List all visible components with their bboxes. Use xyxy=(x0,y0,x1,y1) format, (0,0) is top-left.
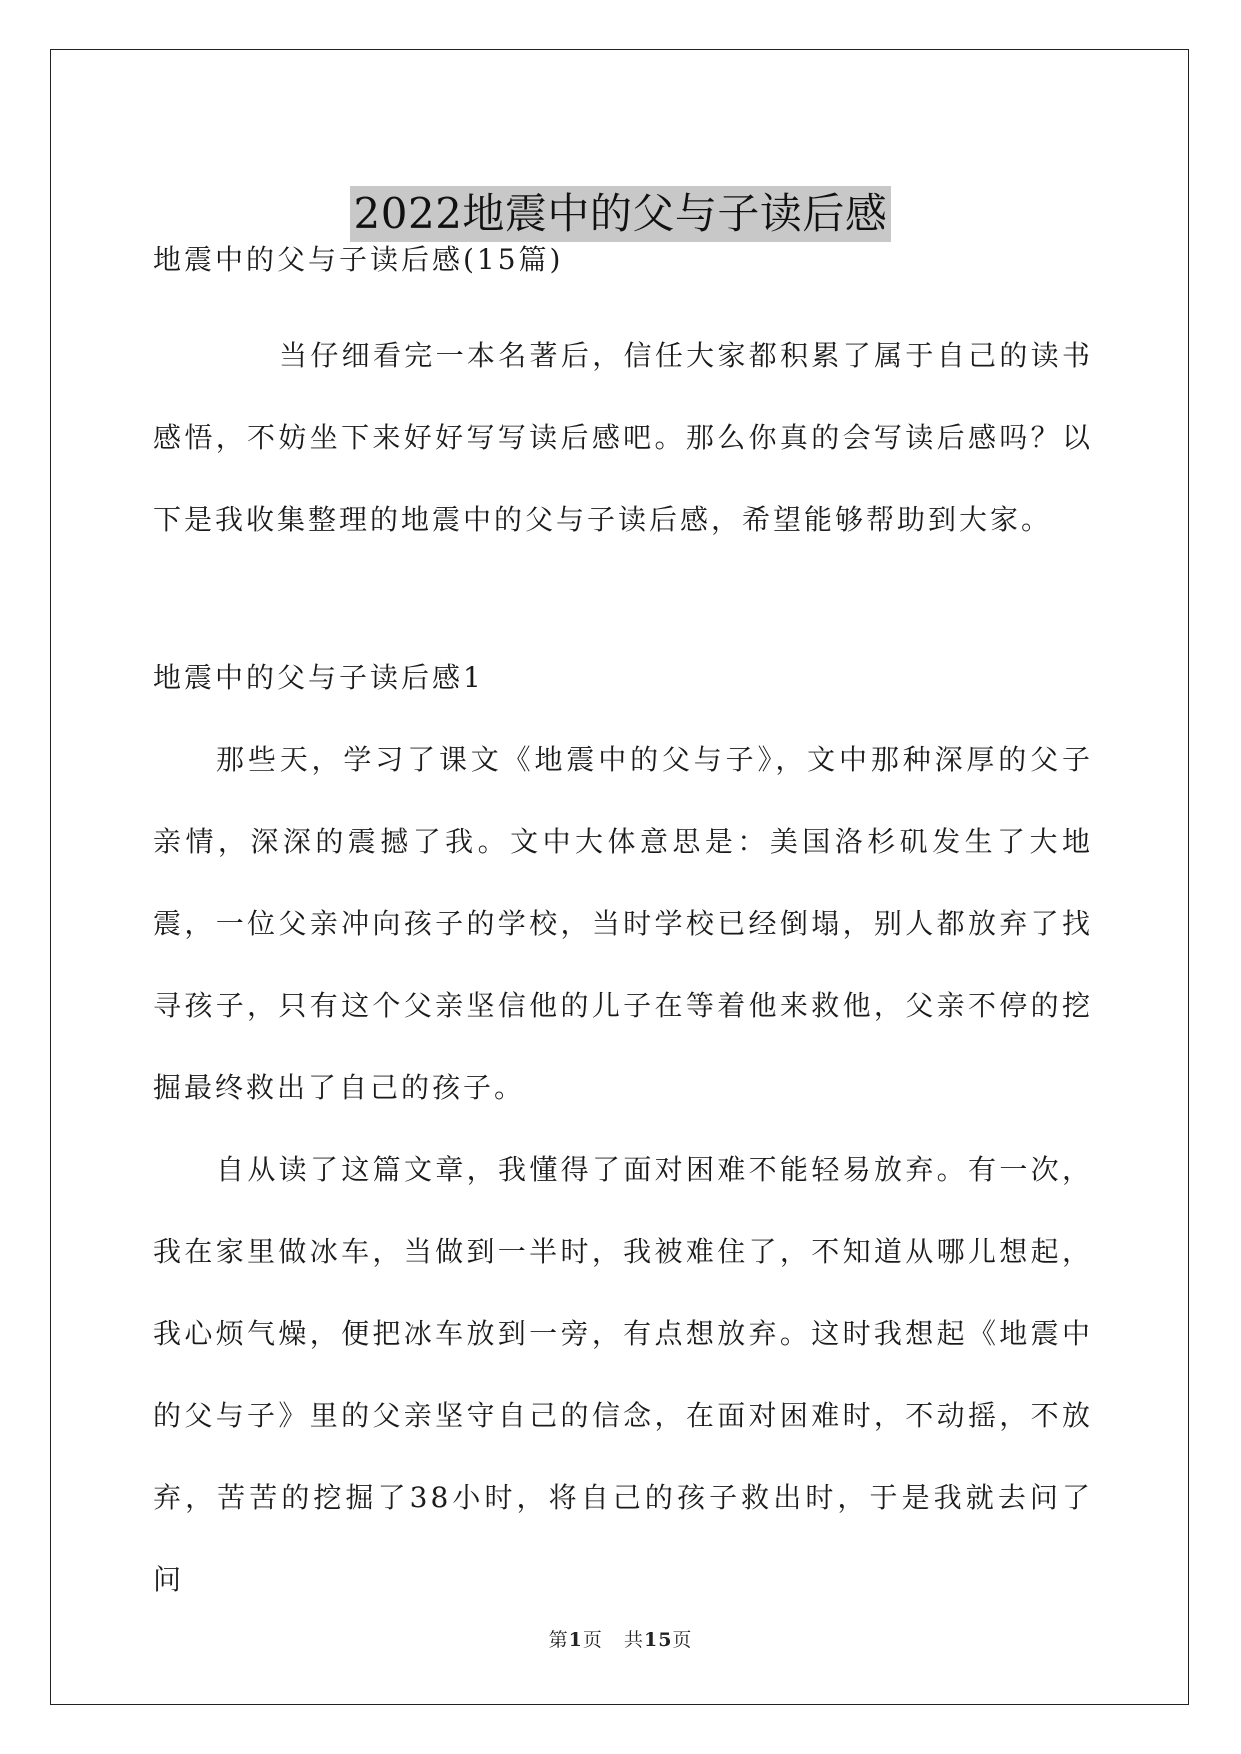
document-subtitle: 地震中的父与子读后感(15篇) xyxy=(153,243,564,276)
intro-paragraph: 当仔细看完一本名著后，信任大家都积累了属于自己的读书感悟，不妨坐下来好好写写读后感吧。那么你真的会写读后感吗？以下是我收集整理的地震中的父与子读后感，希望能够帮助到大家。 xyxy=(153,339,1093,536)
page-number-current: 1 xyxy=(568,1629,583,1651)
body-paragraph-2: 自从读了这篇文章，我懂得了面对困难不能轻易放弃。有一次，我在家里做冰车，当做到一半时，我被难住了，不知道从哪儿想起，我心烦气燥，便把冰车放到一旁，有点想放弃。这时我想起《地震中的父与子》里的父亲坚守自己的信念，在面对困难时，不动摇，不放弃，苦苦的挖掘了38小时，将自己的孩子救出时，于是我就去问了问 xyxy=(153,1153,1093,1596)
page-number-suffix: 页 xyxy=(582,1629,603,1651)
body-paragraph-1: 那些天，学习了课文《地震中的父与子》，文中那种深厚的父子亲情，深深的震撼了我。文中大体意思是：美国洛杉矶发生了大地震，一位父亲冲向孩子的学校，当时学校已经倒塌，别人都放弃了找寻孩子，只有这个父亲坚信他的儿子在等着他来救他，父亲不停的挖掘最终救出了自己的孩子。 xyxy=(153,743,1093,1104)
page-total: 15 xyxy=(643,1629,673,1651)
page-total-suffix: 页 xyxy=(672,1629,693,1651)
section-heading: 地震中的父与子读后感1 xyxy=(153,661,484,694)
page-number-prefix: 第 xyxy=(548,1629,569,1651)
document-title: 2022地震中的父与子读后感 xyxy=(350,186,892,242)
page-footer xyxy=(0,1625,1241,1652)
page-total-prefix: 共 xyxy=(623,1629,644,1651)
document-body xyxy=(153,236,1093,1621)
